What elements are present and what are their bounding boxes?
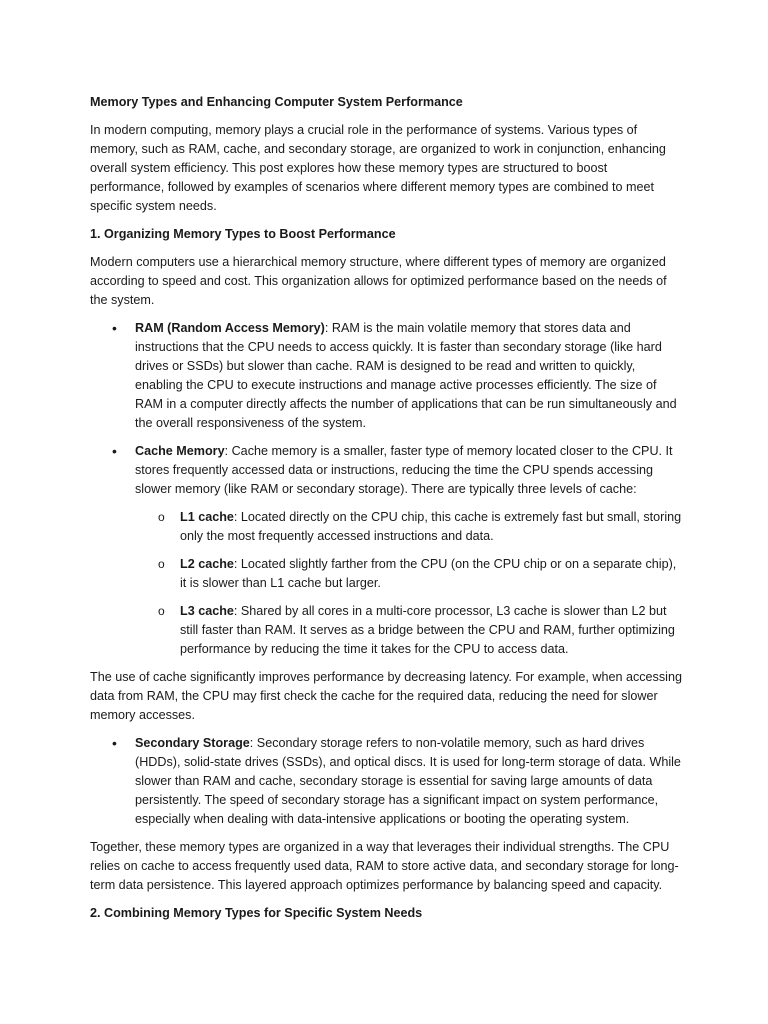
ram-term: RAM (Random Access Memory) [135, 321, 325, 335]
cache-term: Cache Memory [135, 444, 225, 458]
list-item-l1 [135, 508, 682, 546]
section-1-heading: 1. Organizing Memory Types to Boost Performance [90, 227, 396, 241]
cache-levels-list [135, 508, 682, 659]
l2-description: : Located slightly farther from the CPU (on the CPU chip or on a separate chip), it is slower than L1 cache but larger. [180, 557, 677, 590]
summary-paragraph: Together, these memory types are organized in a way that leverages their individual strengths. The CPU relies on cache to access frequently used data, RAM to store active data, and secondary storage for long-term data persistence. This layered approach optimizes performance by balancing speed and capacity. [90, 840, 679, 892]
secondary-storage-term: Secondary Storage [135, 736, 250, 750]
cache-description: : Cache memory is a smaller, faster type of memory located closer to the CPU. It stores frequently accessed data or instructions, reducing the time the CPU spends accessing slower memory (like RAM or secondary storage). There are typically three levels of cache: [135, 444, 673, 496]
section-1-intro: Modern computers use a hierarchical memory structure, where different types of memory are organized according to speed and cost. This organization allows for optimized performance based on the needs of the system. [90, 255, 667, 307]
document-page [90, 93, 682, 932]
l1-description: : Located directly on the CPU chip, this cache is extremely fast but small, storing only the most frequently accessed instructions and data. [180, 510, 682, 543]
memory-types-list [90, 319, 682, 659]
intro-paragraph: In modern computing, memory plays a crucial role in the performance of systems. Various types of memory, such as RAM, cache, and secondary storage, are organized to work in conjunction, enhancing overall system efficiency. This post explores how these memory types are structured to boost performance, followed by examples of scenarios where different memory types are combined to meet specific system needs. [90, 123, 666, 213]
list-item-l3 [135, 602, 682, 659]
secondary-storage-description: : Secondary storage refers to non-volatile memory, such as hard drives (HDDs), solid-state drives (SSDs), and optical discs. It is used for long-term storage of data. While slower than RAM and cache, secondary storage is essential for saving large amounts of data persistently. The speed of secondary storage has a significant impact on system performance, especially when dealing with data-intensive applications or booting the operating system. [135, 736, 681, 826]
cache-note-paragraph: The use of cache significantly improves performance by decreasing latency. For example, when accessing data from RAM, the CPU may first check the cache for the required data, reducing the need for slower memory accesses. [90, 670, 682, 722]
section-2-heading: 2. Combining Memory Types for Specific System Needs [90, 906, 423, 920]
list-item-cache [90, 442, 682, 659]
ram-description: : RAM is the main volatile memory that stores data and instructions that the CPU needs to access quickly. It is faster than secondary storage (like hard drives or SSDs) but slower than cache. RAM is designed to be read and written to quickly, enabling the CPU to execute instructions and manage active processes efficiently. The size of RAM in a computer directly affects the number of applications that can be run simultaneously and the overall responsiveness of the system. [135, 321, 677, 430]
l2-term: L2 cache [180, 557, 234, 571]
list-item-ram [90, 319, 682, 433]
l1-term: L1 cache [180, 510, 234, 524]
list-item-secondary-storage [90, 734, 682, 829]
l3-term: L3 cache [180, 604, 234, 618]
list-item-l2 [135, 555, 682, 593]
document-title: Memory Types and Enhancing Computer System Performance [90, 95, 463, 109]
secondary-storage-list [90, 734, 682, 829]
l3-description: : Shared by all cores in a multi-core processor, L3 cache is slower than L2 but still faster than RAM. It serves as a bridge between the CPU and RAM, further optimizing performance by reducing the time it takes for the CPU to access data. [180, 604, 675, 656]
